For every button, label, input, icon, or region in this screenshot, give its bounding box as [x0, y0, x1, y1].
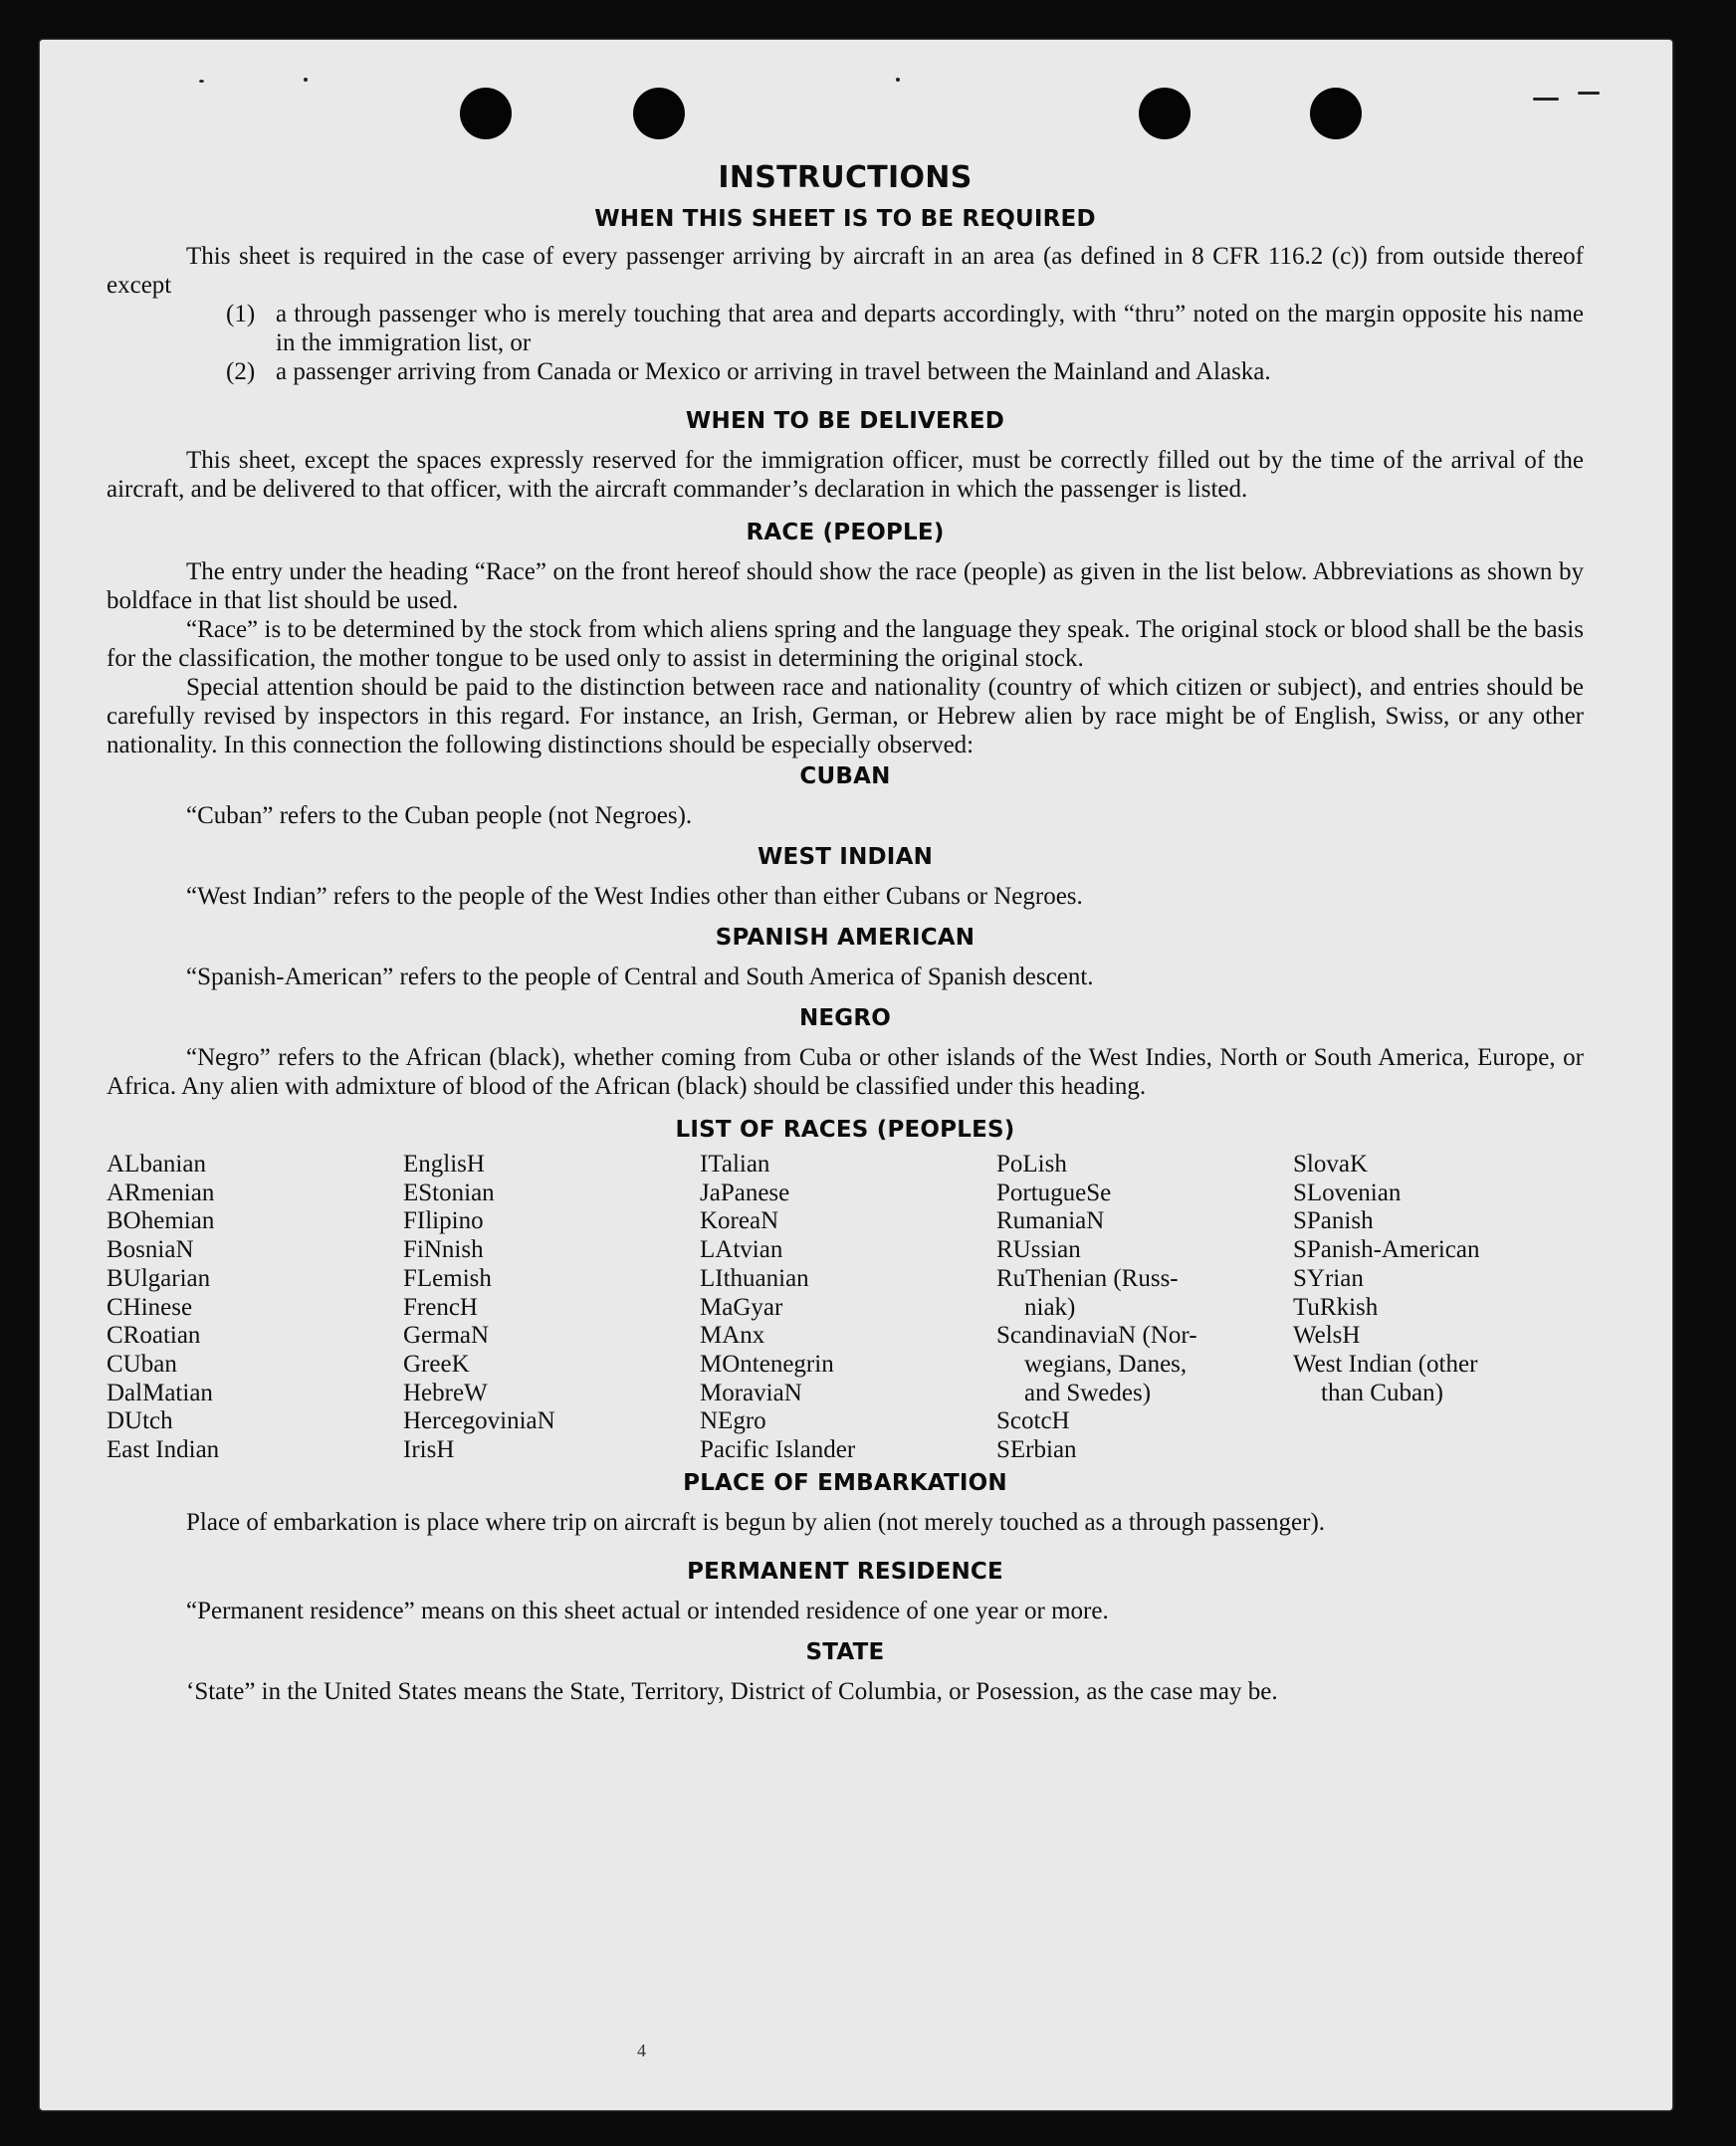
races-column — [996, 1151, 1293, 1465]
race-entry: SErbian — [996, 1436, 1077, 1464]
scan-speck — [896, 78, 900, 82]
race-entry: PortugueSe — [996, 1179, 1112, 1206]
residence-text: “Permanent residence” means on this sheet actual or intended residence of one year or more. — [186, 1597, 1109, 1624]
race-entry: CRoatian — [107, 1322, 201, 1350]
race-entry-continued: niak) — [1024, 1293, 1076, 1321]
race-entry: SPanish-American — [1293, 1236, 1480, 1264]
race-entry: RumaniaN — [996, 1207, 1105, 1235]
exception-item — [226, 300, 1584, 357]
race-entry: MOntenegrin — [700, 1350, 834, 1378]
races-column — [107, 1151, 403, 1465]
race-entry: FLemish — [403, 1264, 492, 1292]
race-entry-continued: wegians, Danes, — [1024, 1350, 1188, 1378]
race-entry: RUssian — [996, 1236, 1081, 1264]
race-entry: BosniaN — [107, 1236, 194, 1264]
page-mark: 4 — [637, 2040, 646, 2060]
race-entry: ScotcH — [996, 1407, 1070, 1435]
heading-race: RACE (PEOPLE) — [746, 520, 945, 545]
item-text: a passenger arriving from Canada or Mexico or arriving in travel between the Mainland and Alaska. — [276, 358, 1271, 385]
race-entry: MoraviaN — [700, 1379, 802, 1406]
item-number: (2) — [226, 358, 256, 385]
race-entry: WelsH — [1293, 1322, 1361, 1350]
heading-spanish-american: SPANISH AMERICAN — [715, 925, 976, 951]
races-list — [107, 1151, 1584, 1465]
scan-speck — [1578, 92, 1600, 95]
races-column — [1293, 1151, 1584, 1465]
race-entry-continued: and Swedes) — [1024, 1379, 1152, 1406]
west-indian-text: “West Indian” refers to the people of the West Indies other than either Cubans or Negroes. — [186, 883, 1083, 910]
race-entry: MAnx — [700, 1322, 765, 1350]
race-entry: EStonian — [403, 1179, 495, 1206]
race-entry: IrisH — [403, 1436, 455, 1464]
scan-speck — [1533, 98, 1559, 101]
race-paragraph: Special attention should be paid to the distinction between race and nationality (country of which citizen or subject), and entries should be carefully revised by inspectors in this regard. For instance, an Irish, German, or Hebrew alien by race might be of English, Swiss, or any other nationality. In this connection the following distinctions should be especially observed: — [107, 674, 1584, 758]
race-entry: ScandinaviaN (Nor- — [996, 1322, 1197, 1350]
race-entry: BUlgarian — [107, 1264, 211, 1292]
race-entry: HebreW — [403, 1379, 488, 1406]
race-entry: DalMatian — [107, 1379, 213, 1406]
heading-races-list: LIST OF RACES (PEOPLES) — [675, 1117, 1015, 1143]
race-entry: SYrian — [1293, 1264, 1364, 1292]
race-entry: GermaN — [403, 1322, 490, 1350]
race-entry: TuRkish — [1293, 1293, 1379, 1321]
when-delivered-text: This sheet, except the spaces expressly reserved for the immigration officer, must be correctly filled out by the time of the arrival of the aircraft, and be delivered to that officer, with the aircraft commander’s declaration in which the passenger is listed. — [107, 447, 1584, 503]
race-entry: LAtvian — [700, 1236, 783, 1264]
race-entry: LIthuanian — [700, 1264, 809, 1292]
race-entry: HercegoviniaN — [403, 1407, 555, 1435]
scan-speck — [199, 80, 204, 83]
race-entry: MaGyar — [700, 1293, 783, 1321]
exception-item — [226, 357, 1584, 386]
instructions-content — [107, 121, 1584, 1706]
cuban-text: “Cuban” refers to the Cuban people (not Negroes). — [186, 802, 693, 829]
race-entry: JaPanese — [700, 1179, 790, 1206]
race-entry: SPanish — [1293, 1207, 1374, 1235]
race-entry: DUtch — [107, 1407, 173, 1435]
state-text: ‘State” in the United States means the State, Territory, District of Columbia, or Posession, as the case may be. — [186, 1677, 1278, 1705]
race-entry: GreeK — [403, 1350, 470, 1378]
heading-when-delivered: WHEN TO BE DELIVERED — [685, 408, 1005, 434]
heading-when-required: WHEN THIS SHEET IS TO BE REQUIRED — [594, 206, 1096, 232]
race-entry: West Indian (other — [1293, 1350, 1478, 1378]
scan-speck — [304, 78, 308, 82]
races-column — [700, 1151, 996, 1465]
race-paragraph: The entry under the heading “Race” on the front hereof should show the race (people) as given in the list below. Abbreviations as shown by boldface in that list should be used. — [107, 558, 1584, 614]
heading-state: STATE — [805, 1638, 885, 1665]
heading-negro: NEGRO — [798, 1005, 892, 1031]
race-entry: RuThenian (Russ- — [996, 1264, 1179, 1292]
race-entry-continued: than Cuban) — [1321, 1379, 1443, 1406]
race-entry: KoreaN — [700, 1207, 779, 1235]
race-entry: NEgro — [700, 1407, 766, 1435]
race-entry: SLovenian — [1293, 1179, 1402, 1206]
embarkation-text: Place of embarkation is place where trip on aircraft is begun by alien (not merely touched as a through passenger). — [186, 1508, 1326, 1536]
heading-residence: PERMANENT RESIDENCE — [687, 1558, 1003, 1585]
heading-embarkation: PLACE OF EMBARKATION — [683, 1469, 1007, 1496]
item-number: (1) — [226, 301, 256, 327]
race-entry: ARmenian — [107, 1179, 215, 1206]
item-text: a through passenger who is merely touching that area and departs accordingly, with “thru” noted on the margin opposite his name in the immigration list, or — [276, 301, 1584, 356]
race-entry: Pacific Islander — [700, 1436, 856, 1464]
race-entry: East Indian — [107, 1436, 220, 1464]
race-entry: EnglisH — [403, 1151, 485, 1178]
race-entry: FiNnish — [403, 1236, 484, 1264]
heading-west-indian: WEST INDIAN — [757, 844, 934, 870]
page-title: INSTRUCTIONS — [718, 160, 973, 195]
race-paragraph: “Race” is to be determined by the stock from which aliens spring and the language they speak. The original stock or blood shall be the basis for the classification, the mother tongue to be used only to assist in determining the original stock. — [107, 616, 1584, 672]
race-entry: PoLish — [996, 1151, 1067, 1178]
race-entry: FIlipino — [403, 1207, 484, 1235]
race-entry: SlovaK — [1293, 1151, 1368, 1178]
race-entry: BOhemian — [107, 1207, 215, 1235]
race-entry: CUban — [107, 1350, 177, 1378]
race-entry: ITalian — [700, 1151, 770, 1178]
race-entry: CHinese — [107, 1293, 193, 1321]
negro-text: “Negro” refers to the African (black), whether coming from Cuba or other islands of the West Indies, North or South America, Europe, or Africa. Any alien with admixture of blood of the African (black) should be classified under this heading. — [107, 1044, 1584, 1100]
race-entry: ALbanian — [107, 1151, 206, 1178]
race-entry: FrencH — [403, 1293, 478, 1321]
races-column — [403, 1151, 700, 1465]
heading-cuban: CUBAN — [799, 763, 891, 789]
when-required-intro: This sheet is required in the case of every passenger arriving by aircraft in an area (as defined in 8 CFR 116.2 (c)) from outside thereof except — [107, 243, 1584, 299]
spanish-american-text: “Spanish-American” refers to the people of Central and South America of Spanish descent. — [186, 964, 1094, 990]
